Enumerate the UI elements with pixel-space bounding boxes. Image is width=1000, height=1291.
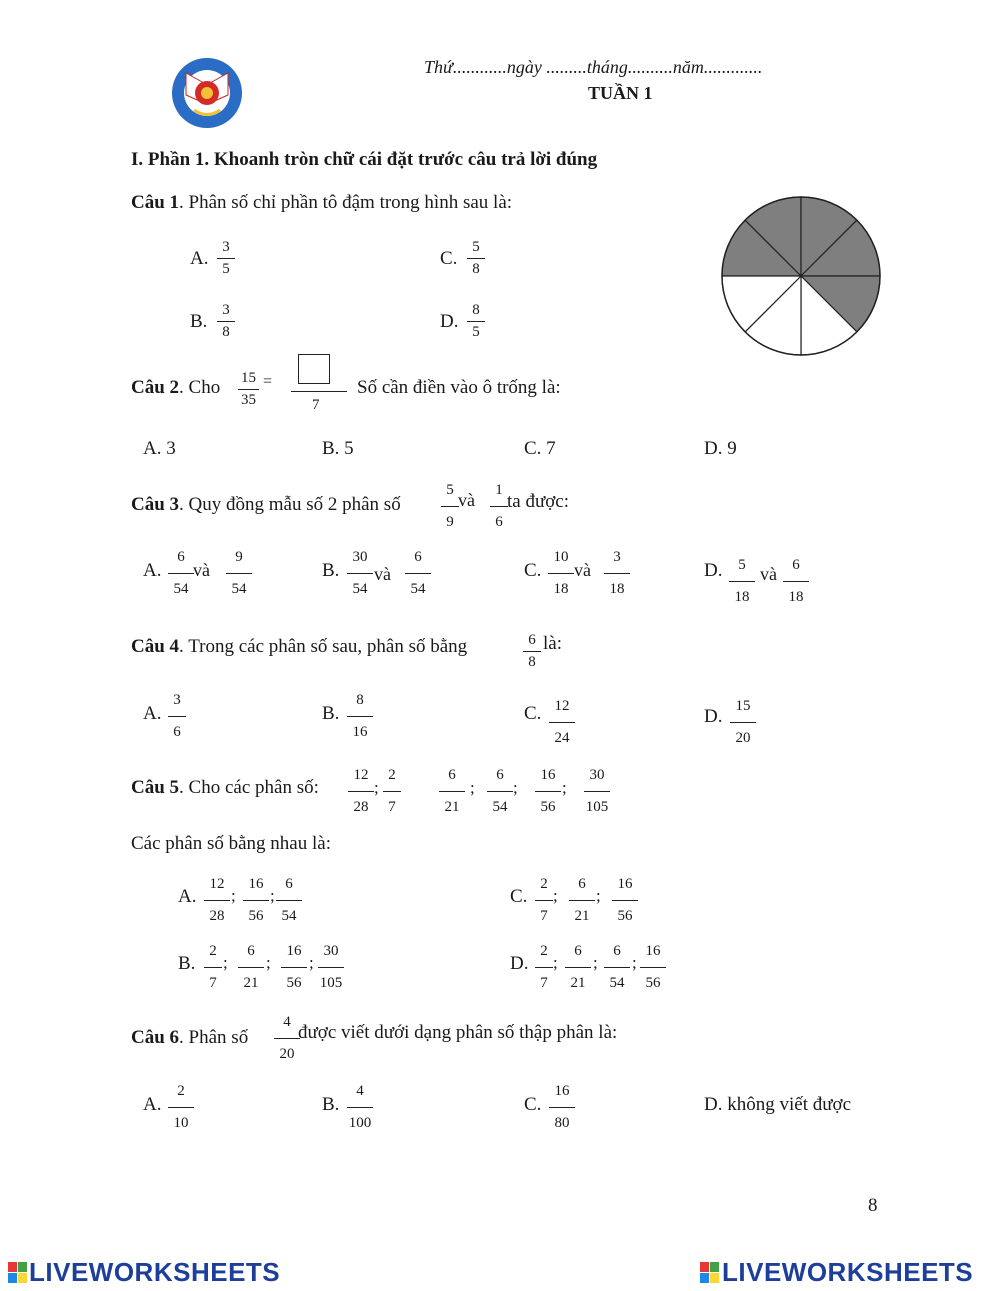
section-title: I. Phần 1. Khoanh tròn chữ cái đặt trước câu trả lời đúng [131,149,598,170]
q6-option-d[interactable] [704,1094,851,1116]
question-label: Câu 6 [131,1027,180,1048]
school-crest-icon [164,55,250,131]
and-word: và [574,560,591,580]
fraction: $\frac{6}{21}$ [569,877,595,924]
fraction: $\frac{5}{18}$ [729,558,755,605]
liveworksheets-logo-icon [8,1262,28,1284]
fraction: $\frac{6}{54}$ [487,768,513,815]
q4-option-d[interactable]: D. [704,706,723,727]
page-number: 8 [868,1195,878,1216]
separator: ; [470,778,475,797]
date-line: Thứ............ngày .........tháng..........năm............. [424,57,763,77]
q4-option-b[interactable]: B. [322,703,340,724]
fraction: $\frac{16}{80}$ [549,1084,575,1131]
fraction: $\frac{6}{21}$ [238,944,264,991]
fraction: $\frac{6}{8}$ [523,633,541,670]
question-label: Câu 5 [131,777,180,798]
q1-option-c[interactable]: C. [440,248,458,269]
and-word: và [193,560,210,580]
separator: ; [513,778,518,797]
question-label: Câu 3 [131,494,180,515]
question-6 [131,1027,248,1049]
option-text: không viết được [727,1094,852,1115]
question-label: Câu 1 [131,192,180,213]
question-1 [131,192,512,214]
fraction: $\frac{10}{18}$ [548,550,574,597]
fraction: $\frac{6}{18}$ [783,558,809,605]
separator: ; [553,886,558,905]
fraction: $\frac{1}{6}$ [490,483,508,530]
fraction: $\frac{30}{54}$ [347,550,373,597]
separator: ; [266,953,271,972]
fraction: $\frac{6}{21}$ [565,944,591,991]
fraction: $\frac{3}{5}$ [217,240,235,277]
fraction: $\frac{12}{24}$ [549,699,575,746]
q5-option-d[interactable]: D. [510,953,529,974]
q5-option-c[interactable]: C. [510,886,528,907]
option-letter: D. [704,1094,723,1115]
question-text: . Phân số [179,1027,249,1048]
and-word: và [760,564,777,584]
q1-option-d[interactable]: D. [440,311,459,332]
question-text: . Cho [179,377,221,398]
q2-option-d[interactable]: D. 9 [704,438,737,459]
fraction: $\frac{12}{28}$ [348,768,374,815]
fraction: $\frac{2}{7}$ [535,944,553,991]
q2-option-b[interactable]: B. 5 [322,438,354,459]
and-word: và [374,564,391,584]
q3-option-c[interactable]: C. [524,560,542,581]
footer-brand-left: LIVEWORKSHEETS [29,1257,281,1287]
separator: ; [553,953,558,972]
question-5 [131,777,319,799]
separator: ; [562,778,567,797]
q6-option-b[interactable]: B. [322,1094,340,1115]
fraction: $\frac{4}{20}$ [274,1015,300,1062]
fraction: $\frac{9}{54}$ [226,550,252,597]
fraction: $\frac{6}{54}$ [604,944,630,991]
fraction: $\frac{30}{105}$ [319,943,343,991]
fraction: $\frac{2}{7}$ [204,944,222,991]
fraction: $\frac{8}{5}$ [467,303,485,340]
question-text: . Phân số chỉ phần tô đậm trong hình sau là: [179,192,513,213]
fraction: $\frac{5}{9}$ [441,483,459,530]
separator: ; [270,886,275,905]
question-text: . Cho các phân số: [179,777,319,798]
q2-option-a[interactable]: A. 3 [143,438,176,459]
q1-option-a[interactable]: A. [190,248,209,269]
footer-brand-right: LIVEWORKSHEETS [722,1257,974,1287]
school-logo [164,55,250,131]
fraction: $\frac{3}{18}$ [604,550,630,597]
q5-option-b[interactable]: B. [178,953,196,974]
fraction: $\frac{16}{56}$ [612,877,638,924]
fraction: $\frac{15}{35}$ [238,371,259,408]
fraction: $\frac{6}{54}$ [405,550,431,597]
blank-denominator: 7 [312,397,320,413]
week-title: TUẦN 1 [588,83,653,103]
question-text: . Quy đồng mẫu số 2 phân số [179,494,401,515]
fraction: $\frac{2}{7}$ [535,877,553,924]
question-text: được viết dưới dạng phân số thập phân là: [298,1022,618,1043]
fraction: $\frac{2}{10}$ [168,1084,194,1131]
separator: ; [593,953,598,972]
equals-sign: = [263,373,273,390]
separator: ; [374,778,379,797]
question-label: Câu 2 [131,377,180,398]
question-2 [131,377,220,399]
separator: ; [223,953,228,972]
fraction: $\frac{12}{28}$ [204,877,230,924]
q4-option-a[interactable]: A. [143,703,162,724]
separator: ; [632,953,637,972]
q5-option-a[interactable]: A. [178,886,197,907]
fraction: $\frac{6}{21}$ [439,768,465,815]
separator: ; [309,953,314,972]
fraction: $\frac{16}{56}$ [535,768,561,815]
question-text: Số cần điền vào ô trống là: [357,377,561,398]
fraction: $\frac{6}{54}$ [276,877,302,924]
answer-blank-box[interactable] [298,354,330,384]
fraction: $\frac{30}{105}$ [585,767,609,815]
q3-option-b[interactable]: B. [322,560,340,581]
q4-option-c[interactable]: C. [524,703,542,724]
fraction: $\frac{2}{7}$ [383,768,401,815]
q2-option-c[interactable]: C. 7 [524,438,556,459]
q6-option-a[interactable]: A. [143,1094,162,1115]
fraction: $\frac{16}{56}$ [243,877,269,924]
fraction: $\frac{5}{8}$ [467,240,485,277]
question-3 [131,494,401,516]
fraction: $\frac{15}{20}$ [730,699,756,746]
question-text: ta được: [507,491,570,512]
q6-option-c[interactable]: C. [524,1094,542,1115]
question-4 [131,636,467,658]
fraction: $\frac{3}{8}$ [217,303,235,340]
separator: ; [231,886,236,905]
fraction: $\frac{16}{56}$ [281,944,307,991]
fraction: $\frac{4}{100}$ [348,1083,372,1131]
fraction: $\frac{6}{54}$ [168,550,194,597]
and-word: và [458,490,475,510]
fraction: $\frac{16}{56}$ [640,944,666,991]
q3-option-a[interactable]: A. [143,560,162,581]
fraction: $\frac{8}{16}$ [347,693,373,740]
question-text: là: [543,633,562,654]
separator: ; [596,886,601,905]
liveworksheets-logo-icon [700,1262,720,1284]
pie-figure [718,193,884,359]
question-subtext: Các phân số bằng nhau là: [131,833,331,854]
question-label: Câu 4 [131,636,180,657]
question-text: . Trong các phân số sau, phân số bằng [179,636,468,657]
q3-option-d[interactable]: D. [704,560,723,581]
fraction-bar [291,391,347,392]
fraction: $\frac{3}{6}$ [168,693,186,740]
q1-option-b[interactable]: B. [190,311,208,332]
